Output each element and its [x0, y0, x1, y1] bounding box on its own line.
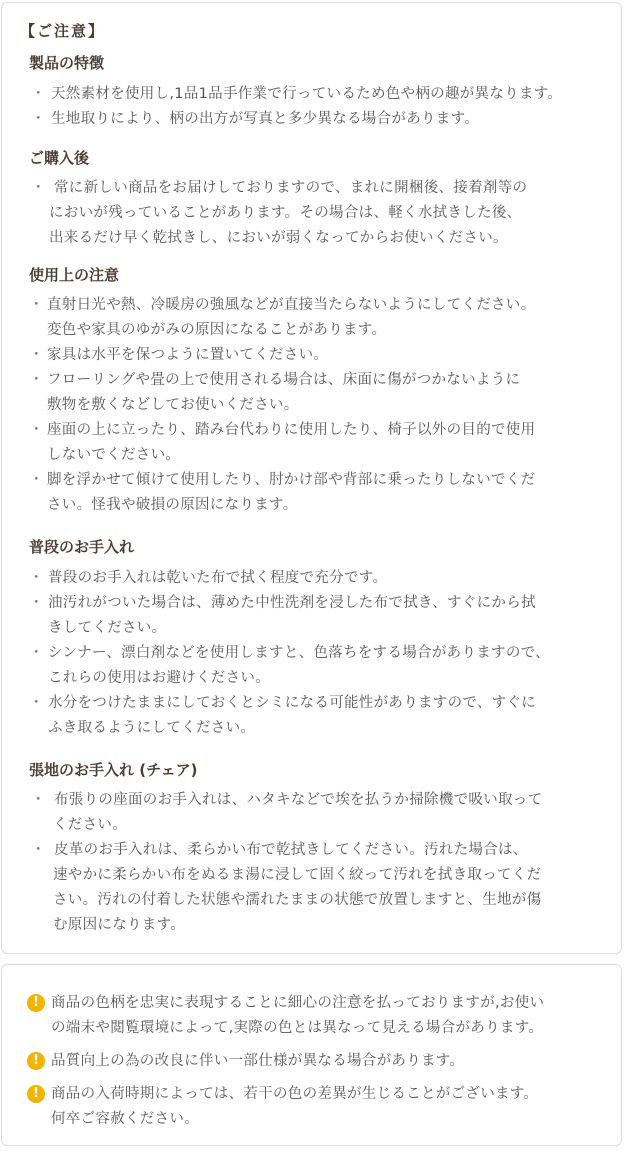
list-item-text: 脚を浮かせて傾けて使用したり、肘かけ部や背部に乗ったりしないでくだ — [47, 472, 536, 488]
list-item-text: 家具は水平を保つように置いてください。 — [47, 347, 329, 363]
list-bullet: ・ — [29, 695, 44, 711]
list-item-text: 布張りの座面のお手入れは、ハタキなどで埃を払うか掃除機で吸い取って — [54, 792, 543, 808]
list-bullet: ・ — [29, 595, 44, 611]
warning-text: の端末や閲覧環境によって,実際の色とは異なって見える場合があります。 — [51, 1020, 544, 1036]
list-bullet: ・ — [29, 372, 44, 388]
section-heading: ご購入後 — [29, 149, 90, 167]
list-item-text: これらの使用はお避けください。 — [48, 670, 270, 686]
list-bullet: ・ — [31, 111, 46, 127]
list-item-text: しないでください。 — [47, 447, 181, 463]
list-item-text: フローリングや畳の上で使用される場合は、床面に傷がつかないように — [47, 372, 521, 388]
list-item-text: 常に新しい商品をお届けしておりますので、まれに開梱後、接着剤等の — [54, 180, 528, 196]
list-bullet: ・ — [29, 422, 44, 438]
list-item-text: 敷物を敷くなどしてお使いください。 — [47, 397, 299, 413]
warning-text: 何卒ご容赦ください。 — [51, 1111, 199, 1127]
list-item-text: 速やかに柔らかい布をぬるま湯に浸して固く絞って汚れを拭き取ってくだ — [53, 867, 542, 883]
warning-text: 商品の入荷時期によっては、若干の色の差異が生じることがございます。 — [51, 1086, 539, 1102]
list-item-text: 皮革のお手入れは、柔らかい布で乾拭きしてください。汚れた場合は、 — [54, 842, 528, 858]
section-heading: 普段のお手入れ — [29, 538, 135, 556]
exclamation-circle-icon: ! — [27, 1052, 45, 1070]
section-heading: 張地のお手入れ (チェア) — [29, 761, 198, 779]
exclamation-circle-icon: ! — [27, 994, 45, 1012]
warning-text: 品質向上の為の改良に伴い一部仕様が異なる場合があります。 — [51, 1053, 465, 1069]
list-bullet: ・ — [29, 297, 44, 313]
list-item-text: む原因になります。 — [53, 917, 186, 933]
list-bullet: ・ — [29, 347, 44, 363]
list-item-text: 変色や家具のゆがみの原因になることがあります。 — [47, 322, 387, 338]
warning-text: 商品の色柄を忠実に表現することに細心の注意を払っておりますが,お使い — [51, 995, 545, 1011]
list-item-text: 油汚れがついた場合は、薄めた中性洗剤を浸した布で拭き、すぐにから拭 — [48, 595, 536, 611]
list-item-text: ください。 — [53, 817, 127, 833]
notice-title: 【ご注意】 — [20, 22, 106, 40]
list-item-text: 普段のお手入れは乾いた布で拭く程度で充分です。 — [48, 570, 388, 586]
list-item-text: 出来るだけ早く乾拭きし、においが弱くなってからお使いください。 — [49, 230, 508, 246]
list-item-text: 水分をつけたままにしておくとシミになる可能性がありますので、すぐに — [48, 695, 537, 711]
list-item-text: さい。怪我や破損の原因になります。 — [47, 497, 298, 513]
list-item-text: きしてください。 — [48, 620, 167, 636]
list-item-text: さい。汚れの付着した状態や濡れたままの状態で放置しますと、生地が傷 — [53, 892, 542, 908]
list-item-text: 生地取りにより、柄の出方が写真と多少異なる場合があります。 — [51, 111, 480, 127]
list-bullet: ・ — [31, 86, 46, 102]
list-item-text: 直射日光や熱、冷暖房の強風などが直接当たらないようにしてください。 — [47, 297, 536, 313]
exclamation-circle-icon: ! — [27, 1085, 45, 1103]
list-item-text: 座面の上に立ったり、踏み台代わりに使用したり、椅子以外の目的で使用 — [47, 422, 536, 438]
list-bullet: ・ — [29, 570, 44, 586]
section-heading: 製品の特徴 — [29, 54, 105, 72]
list-item-text: シンナー、漂白剤などを使用しますと、色落ちをする場合がありますので、 — [48, 645, 550, 661]
list-item-text: においが残っていることがあります。その場合は、軽く水拭きした後、 — [49, 205, 522, 221]
section-heading: 使用上の注意 — [29, 266, 120, 284]
list-item-text: 天然素材を使用し,1品1品手作業で行っているため色や柄の趣が異なります。 — [51, 86, 563, 102]
list-bullet: ・ — [31, 792, 46, 808]
list-bullet: ・ — [29, 472, 44, 488]
list-item-text: ふき取るようにしてください。 — [48, 720, 256, 736]
list-bullet: ・ — [29, 645, 44, 661]
list-bullet: ・ — [31, 180, 46, 196]
list-bullet: ・ — [31, 842, 46, 858]
